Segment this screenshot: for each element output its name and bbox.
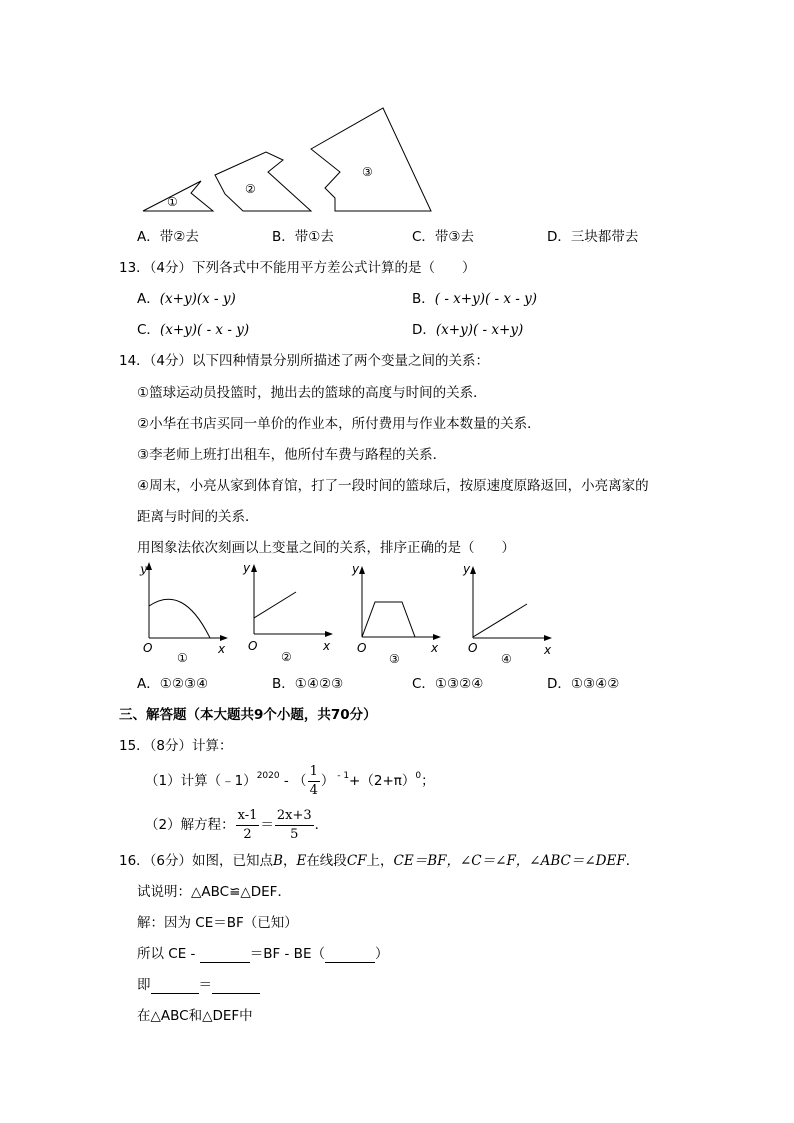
q16-stem-h: CE＝BF，∠C＝∠F，∠ABC＝∠DEF: [393, 853, 626, 869]
q14-scenario-1: ①篮球运动员投篮时，抛出去的篮球的高度与时间的关系．: [137, 385, 487, 401]
q15-p2-rden: 5: [290, 826, 299, 842]
q16-stem-g: 上，: [366, 853, 394, 869]
q15-p2-rnum: 2x+3: [275, 808, 314, 826]
shape-1-label: ①: [167, 195, 178, 209]
q15-stem: 15．（8分）计算：: [119, 738, 233, 754]
graph-2-label: ②: [281, 650, 292, 664]
q15-p1-end: ；: [421, 773, 435, 789]
q14-scenario-3: ③李老师上班打出租车，他所付车费与路程的关系．: [137, 447, 447, 463]
graph-4-y-label: y: [463, 562, 471, 576]
q13-option-d-expr: (x+y)( - x+y): [435, 322, 524, 338]
q13-option-a-expr: (x+y)(x - y): [159, 291, 236, 307]
section-3-title: 三、解答题（本大题共9个小题，共70分）: [119, 707, 377, 723]
shape-3-label: ③: [362, 165, 373, 179]
q14-option-d[interactable]: D．①③④②: [547, 676, 620, 692]
q14-option-c[interactable]: C．①③②④: [412, 676, 484, 692]
q15-p2-eq: ＝: [260, 817, 274, 833]
q16-stem-i: ．: [625, 853, 640, 869]
graph-2: [242, 561, 333, 664]
q16-explain: 试说明：△ABC≌△DEF．: [137, 884, 291, 900]
q13-option-c-label: C．: [137, 322, 160, 338]
q16-blank-3[interactable]: [151, 979, 199, 994]
q15-p1-exp2: - 1: [334, 771, 350, 782]
q15-p2-left-fraction: [236, 808, 260, 842]
q16-sol3-b: ＝: [198, 977, 212, 993]
q12-option-d[interactable]: D．三块都带去: [547, 229, 639, 245]
graph-2-y-label: y: [243, 561, 251, 575]
q16-sol2-c: ）: [374, 946, 389, 962]
q15-p1-plus: +（2+π）: [349, 773, 416, 789]
q16-stem-c: ，: [282, 853, 297, 869]
q16-solution-2: [137, 948, 388, 963]
graph-1-y-label: y: [140, 562, 147, 576]
q13-option-a-label: A．: [137, 291, 160, 307]
q16-stem-b: B: [273, 853, 283, 869]
q15-p1-fraction: [308, 764, 320, 798]
q14-stem: 14．（4分）以下四种情景分别所描述了两个变量之间的关系：: [119, 353, 490, 369]
q16-blank-2[interactable]: [325, 948, 375, 963]
q15-p1-frac-num: 1: [308, 764, 320, 782]
graph-1-origin: O: [143, 641, 153, 655]
graph-3-origin: O: [357, 641, 367, 655]
graph-4: [462, 562, 552, 666]
q16-blank-1[interactable]: [200, 948, 250, 963]
q14-scenario-4-cont: 距离与时间的关系．: [137, 509, 259, 525]
graph-3-label: ③: [389, 652, 400, 666]
q15-p1-minus: - （: [279, 773, 307, 789]
q16-blank-4[interactable]: [212, 979, 260, 994]
q15-part-1: [145, 764, 435, 798]
q12-option-b[interactable]: B．带①去: [272, 229, 334, 245]
q14-prompt: 用图象法依次刻画以上变量之间的关系，排序正确的是（ ）: [137, 540, 515, 556]
q15-part-2: [145, 808, 328, 842]
q14-scenario-2: ②小华在书店买同一单价的作业本，所付费用与作业本数量的关系．: [137, 416, 541, 432]
graph-1-label: ①: [177, 651, 188, 665]
q13-option-b-label: B．: [412, 291, 435, 307]
q15-p1-exp3: 0: [415, 771, 422, 782]
q15-p1-exp: 2020: [256, 771, 280, 782]
q13-option-d-label: D．: [412, 322, 436, 338]
q16-stem: [119, 855, 639, 869]
q16-stem-f: CF: [346, 853, 367, 869]
q16-stem-e: 在线段: [306, 853, 347, 869]
q15-p1-frac-den: 4: [309, 782, 318, 798]
q16-sol3-a: 即: [137, 977, 151, 993]
graph-1: [139, 562, 228, 665]
q15-p2-lden: 2: [243, 826, 252, 842]
q16-stem-d: E: [296, 853, 307, 869]
graph-2-x-label: x: [323, 639, 331, 653]
q15-p2-end: ．: [314, 817, 329, 833]
q12-option-c[interactable]: C．带③去: [412, 229, 475, 245]
q15-p1-after: ）: [320, 773, 335, 789]
q14-option-b[interactable]: B．①④②③: [272, 676, 344, 692]
graph-4-label: ④: [501, 652, 512, 666]
graph-3-y-label: y: [352, 562, 360, 576]
q15-p2-lnum: x-1: [236, 808, 260, 826]
q13-option-c-expr: (x+y)( - x - y): [159, 322, 250, 338]
q13-stem: 13．（4分）下列各式中不能用平方差公式计算的是（ ）: [119, 260, 476, 276]
q16-solution-1: 解：因为 CE＝BF（已知）: [137, 915, 298, 931]
shape-2-label: ②: [245, 182, 256, 196]
graph-1-x-label: x: [218, 642, 226, 656]
graph-2-origin: O: [248, 639, 258, 653]
graph-4-origin: O: [468, 641, 478, 655]
q16-sol2-b: ＝BF - BE（: [249, 946, 325, 962]
q12-option-a[interactable]: A．带②去: [137, 229, 199, 245]
q16-solution-3: [137, 979, 260, 994]
q16-sol2-a: 所以 CE -: [137, 946, 200, 962]
q14-scenario-4: ④周末，小亮从家到体育馆，打了一段时间的篮球后，按原速度原路返回，小亮离家的: [137, 478, 649, 494]
graph-3: [351, 562, 441, 666]
graph-4-x-label: x: [544, 643, 552, 657]
q13-option-b-expr: ( - x+y)( - x - y): [434, 291, 538, 307]
graph-3-x-label: x: [431, 641, 439, 655]
q16-stem-a: 16．（6分）如图，已知点: [119, 853, 274, 869]
q14-option-a[interactable]: A．①②③④: [137, 676, 209, 692]
q15-p2-right-fraction: [275, 808, 314, 842]
q15-p2-label: （2）解方程：: [145, 817, 235, 833]
q15-p1-label: （1）计算（﹣1）: [145, 773, 257, 789]
q16-solution-4: 在△ABC和△DEF中: [137, 1008, 253, 1024]
